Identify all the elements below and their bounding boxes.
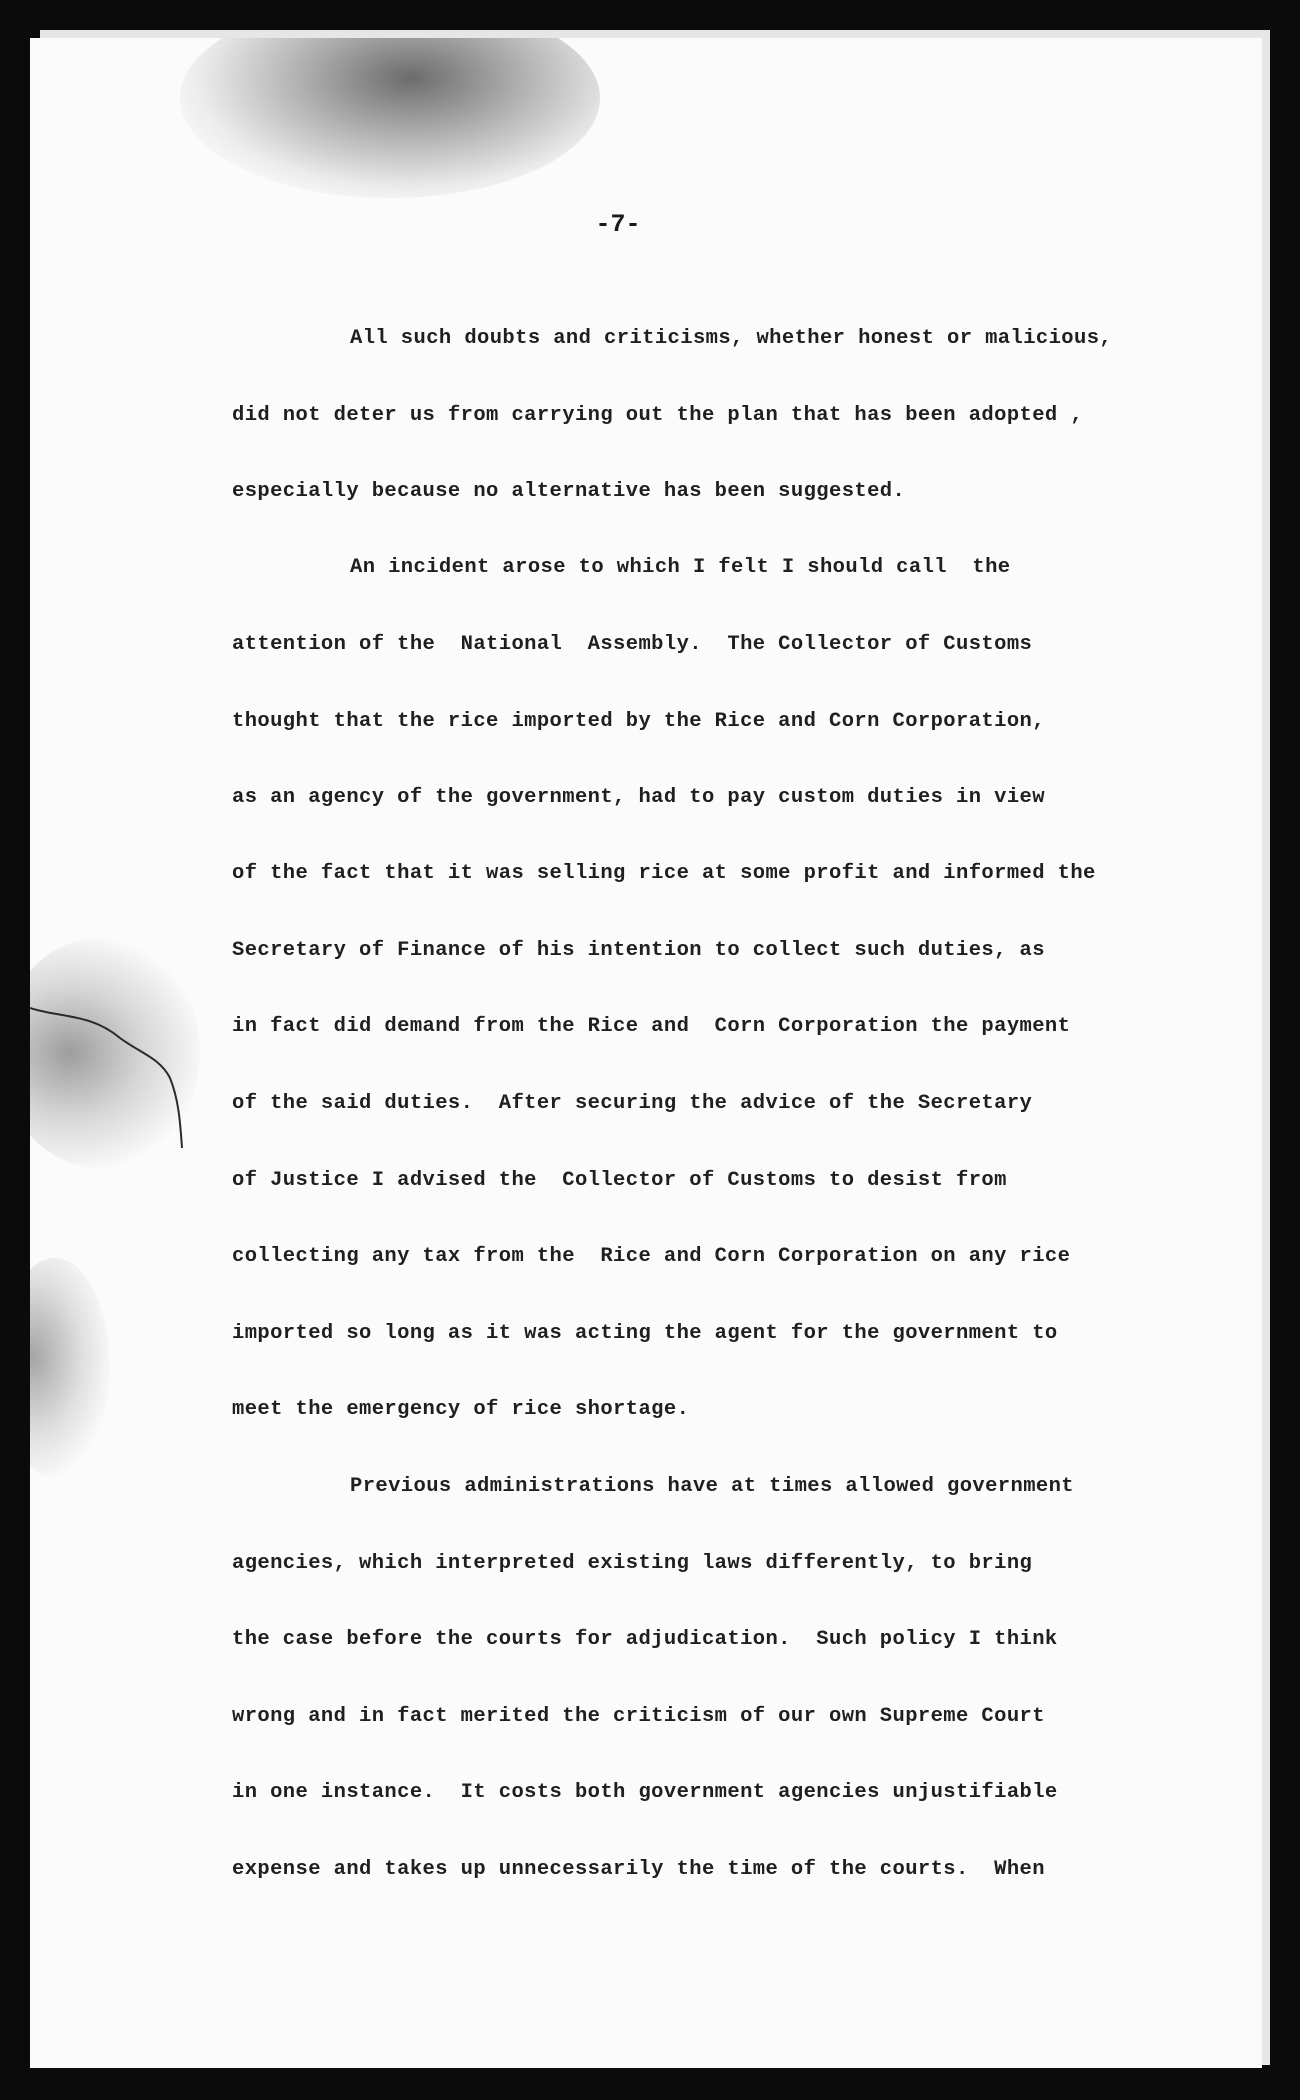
text-line: in one instance. It costs both government agencies unjustifiable [232, 1781, 1058, 1804]
document-page [30, 38, 1262, 2068]
text-line: expense and takes up unnecessarily the time of the courts. When [232, 1858, 1045, 1881]
text-line: An incident arose to which I felt I should call the [350, 556, 1011, 579]
text-line: Secretary of Finance of his intention to collect such duties, as [232, 939, 1045, 962]
text-line: All such doubts and criticisms, whether honest or malicious, [350, 327, 1113, 350]
text-line: did not deter us from carrying out the plan that has been adopted , [232, 404, 1084, 427]
text-line: of the fact that it was selling rice at some profit and informed the [232, 862, 1096, 885]
text-line: especially because no alternative has been suggested. [232, 480, 906, 503]
text-line: in fact did demand from the Rice and Corn Corporation the payment [232, 1015, 1071, 1038]
text-line: of Justice I advised the Collector of Customs to desist from [232, 1169, 1007, 1192]
ink-smudge-top [180, 38, 600, 198]
text-line: collecting any tax from the Rice and Corn Corporation on any rice [232, 1245, 1071, 1268]
text-line: wrong and in fact merited the criticism of our own Supreme Court [232, 1705, 1045, 1728]
text-line: agencies, which interpreted existing laws differently, to bring [232, 1552, 1033, 1575]
text-line: imported so long as it was acting the agent for the government to [232, 1322, 1058, 1345]
stain-left-lower [30, 1258, 110, 1478]
text-line: attention of the National Assembly. The Collector of Customs [232, 633, 1033, 656]
text-line: as an agency of the government, had to pay custom duties in view [232, 786, 1045, 809]
text-line: meet the emergency of rice shortage. [232, 1398, 690, 1421]
text-line: thought that the rice imported by the Rice and Corn Corporation, [232, 710, 1045, 733]
text-line: the case before the courts for adjudication. Such policy I think [232, 1628, 1058, 1651]
text-line: Previous administrations have at times allowed government [350, 1475, 1075, 1498]
paper-crease-mark [30, 998, 210, 1158]
text-line: of the said duties. After securing the advice of the Secretary [232, 1092, 1033, 1115]
page-number: -7- [595, 210, 641, 239]
